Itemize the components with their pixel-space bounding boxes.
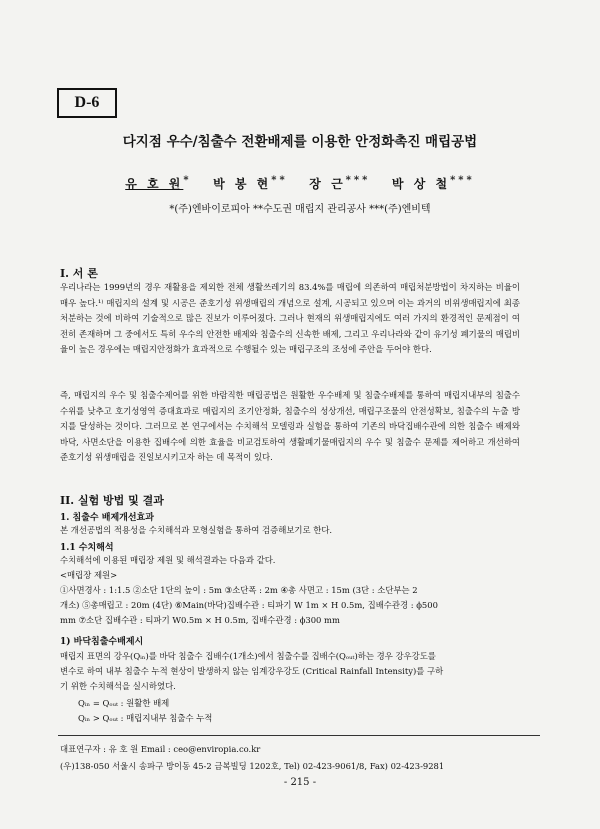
intro-p1-text: 우리나라는 1999년의 경우 재활용을 제외한 전체 생활쓰레기의 83.4%를 매립에 의존하여 매립처분방법이 차지하는 비율이 매우 높다.¹⁾ 매립지의 설계 및 시공은 준호기성 위생매립의 개념으로 설계, 시공되고 있으며 이는 과거의 비위생매립지에 최종처분하는 것에 비하여 기술적으로 많은 진보가 이루어졌다. 그러나 현재의 위생매립지에도 여러 가지의 환경적인 문제점이 여전히 존재하며 그 중에서도 특히 우수의 안전한 배제와 침출수의 신속한 배제, 그리고 우리나라와 같이 유기성 폐기물의 매립비율이 높은 경우에는 매립지안정화가 효과적으로 수행될수 있는 매립구조의 조성에 주안을 두어야 한다. — [60, 282, 520, 355]
footer-divider — [58, 735, 540, 736]
subsection-1-1-text: 수치해석에 이용된 매립장 제원 및 해석결과는 다음과 같다. — [60, 555, 276, 565]
affiliations: *(주)엔바이로피아 **수도권 매립지 관리공사 ***(주)엔비텍 — [169, 204, 431, 215]
address-line: (우)138-050 서울시 송파구 방이동 45-2 금복빌딩 1202호, Tel) 02-423-9061/8, Fax) 02-423-9281 — [60, 761, 445, 771]
author-3: 장 근 — [309, 177, 346, 191]
author-list — [40, 175, 560, 192]
intro-paragraph-1 — [60, 280, 520, 358]
section-1-heading: I. 서 론 — [60, 267, 98, 280]
intro-paragraph-2 — [60, 388, 520, 466]
bottom-drain-line-1: 매립지 표면의 강우(Qᵢₙ)를 바닥 침출수 집배수(1개소)에서 침출수를 집배수(Qₒᵤₜ)하는 경우 강우강도를 — [60, 651, 436, 661]
author-4-mark: *** — [450, 175, 475, 186]
subsection-1-2-heading: 1) 바닥침출수배제시 — [60, 637, 144, 647]
author-2: 박 봉 현 — [213, 177, 272, 191]
spec-line-3: mm ⑦소단 집배수관 : 티파기 W0.5m × H 0.5m, 집배수관경 : ϕ300 mm — [60, 615, 340, 625]
subsection-1-heading: 1. 침출수 배제개선효과 — [60, 513, 154, 523]
author-2-mark: ** — [271, 175, 288, 186]
spec-line-2: 개소) ⑤총매립고 : 20m (4단) ⑥Main(바닥)집배수관 : 티파기 W 1m × H 0.5m, 집배수관경 : ϕ500 — [60, 600, 438, 610]
author-1: 유 호 원 — [125, 177, 184, 191]
section-2-heading: II. 실험 방법 및 결과 — [60, 494, 164, 507]
spec-line-1: ①사면경사 : 1:1.5 ②소단 1단의 높이 : 5m ③소단폭 : 2m ④총 사면고 : 15m (3단 : 소단부는 2 — [60, 585, 418, 595]
paper-title: 다지점 우수/침출수 전환배제를 이용한 안정화촉진 매립공법 — [122, 134, 478, 150]
author-4: 박 상 철 — [391, 177, 451, 191]
author-3-mark: *** — [345, 175, 371, 186]
author-1-mark: * — [183, 175, 192, 186]
session-code-box: D-6 — [57, 88, 117, 118]
condition-1: Qᵢₙ = Qₒᵤₜ : 원활한 배제 — [78, 698, 170, 708]
condition-2: Qᵢₙ > Qₒᵤₜ : 매립지내부 침출수 누적 — [78, 713, 213, 723]
bottom-drain-line-2: 변수로 하여 내부 침출수 누적 현상이 발생하지 않는 임계강우강도 (Critical Rainfall Intensity)를 구하 — [60, 666, 444, 676]
page-number: - 215 - — [283, 777, 317, 788]
bottom-drain-line-3: 기 위한 수치해석을 실시하였다. — [60, 681, 176, 691]
corresponding-author: 대표연구자 : 유 호 원 Email : ceo@enviropia.co.kr — [60, 744, 261, 754]
intro-p2-text: 즉, 매립지의 우수 및 침출수제어를 위한 바람직한 매립공법은 원활한 우수배제 및 침출수배제를 통하여 매립지내부의 침출수 수위를 낮추고 호기성영역 증대효과로 매립지의 조기안정화, 침출수의 성상개선, 매립구조물의 안전성확보, 침출수의 누출 방지를 달성하는 것이다. 그러므로 본 연구에서는 수치해석 모델링과 실험을 통하여 기존의 바닥집배수관에 의한 침출수 배제와 바닥, 사면소단을 이용한 집배수에 의한 효율을 비교검토하여 생활폐기물매립지의 우수 및 침출수 문제를 제어하고 개선하여 준호기성 위생매립을 진일보시키고자 하는 데 목적이 있다. — [60, 390, 520, 463]
subsection-1-text: 본 개선공법의 적용성을 수치해석과 모형실험을 통하여 검증해보기로 한다. — [60, 525, 333, 535]
subsection-1-1-heading: 1.1 수치해석 — [60, 543, 114, 553]
spec-label: <매립장 제원> — [60, 570, 118, 580]
